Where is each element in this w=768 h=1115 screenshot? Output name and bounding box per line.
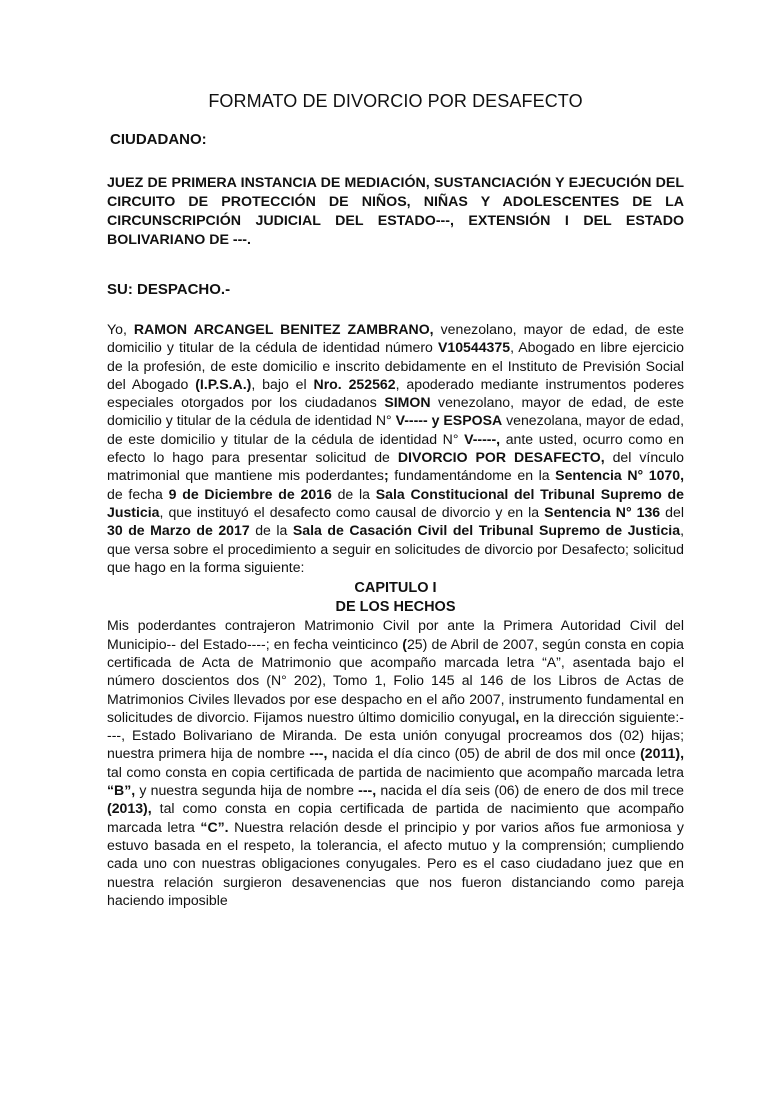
exhibit-b: “B”,	[107, 782, 136, 799]
addressee-heading: CIUDADANO:	[110, 131, 207, 148]
court-chamber-1: Sala Constitucional del Tribunal Supremo de Justicia	[107, 485, 684, 520]
lawyer-name: RAMON ARCANGEL BENITEZ ZAMBRANO,	[133, 321, 434, 337]
second-daughter-year: (2013),	[107, 800, 152, 817]
chapter-heading-block	[107, 579, 684, 616]
text-run: nacida el día cinco (05) de abril de dos mil once	[327, 745, 641, 762]
text-run: ante usted, ocurro como en efecto lo hago para presentar solicitud de	[107, 430, 684, 466]
exhibit-c: “C”.	[200, 818, 229, 835]
text-run: de la	[331, 485, 376, 502]
sentence-date-1: 9 de Diciembre de 2016	[168, 485, 332, 502]
text-run: fundamentándome en la	[388, 467, 556, 484]
ipsa-number: Nro. 252562	[313, 375, 396, 392]
chapter-subtitle: DE LOS HECHOS	[335, 598, 456, 615]
lawyer-id-number: V10544375	[437, 339, 511, 356]
despacho-heading: SU: DESPACHO.-	[107, 281, 231, 298]
chapter-title: CAPITULO I	[354, 580, 437, 597]
text-run: Mis poderdantes contrajeron Matrimonio Civil por ante la Primera Autoridad Civil del Municipio-- del Estado----; en fecha veinticinco	[107, 617, 684, 652]
sentence-reference-1: Sentencia N° 1070,	[555, 467, 685, 484]
first-daughter-name: ---,	[309, 745, 328, 762]
divorce-type: DIVORCIO POR DESAFECTO,	[397, 449, 605, 466]
text-run: nacida el día seis (06) de enero de dos mil trece	[376, 782, 684, 799]
text-run: 25) de Abril de 2007, según consta en copia certificada de Acta de Matrimonio que acompaño marcada letra “A”, asentada bajo el número doscientos dos (N° 202), Tomo 1, Folio 145 al 146 de los Libros de Actas de Matrimonios Civiles llevados por ese despacho en el año 2007, instrumento fundamental en solicitudes de divorcio. Fijamos nuestro último domicilio conyugal	[107, 635, 685, 725]
text-run: del vínculo matrimonial que mantiene mis poderdantes	[107, 449, 685, 484]
text-run: , que instituyó el desafecto como causal de divorcio y en la	[159, 503, 545, 520]
text-run: de fecha	[107, 485, 169, 502]
text-run: , Abogado en libre ejercicio de la profesión, de este domicilio e inscrito debidamente en el Instituto de Previsión Social del Abogado	[107, 339, 684, 392]
client-name: SIMON	[384, 394, 431, 411]
text-run: venezolano, mayor de edad, de este domicilio y titular de la cédula de identidad N°	[107, 394, 684, 429]
text-run: en la dirección siguiente:----, Estado Bolivariano de Miranda. De esta unión conyugal procreamos dos (02) hijas; nuestra primera hija de nombre	[107, 708, 684, 762]
spouse-id: V-----,	[464, 430, 501, 447]
sentence-date-2: 30 de Marzo de 2017	[107, 522, 250, 539]
first-daughter-year: (2011),	[640, 745, 684, 762]
second-daughter-name: ---,	[358, 782, 377, 799]
sentence-reference-2: Sentencia N° 136	[544, 503, 661, 520]
judge-addressee-block: JUEZ DE PRIMERA INSTANCIA DE MEDIACIÓN, SUSTANCIACIÓN Y EJECUCIÓN DEL CIRCUITO DE PROTECCIÓN DE NIÑOS, NIÑAS Y ADOLESCENTES DE LA CIRCUNSCRIPCIÓN JUDICIAL DEL ESTADO---, EXTENSIÓN I DEL ESTADO BOLIVARIANO DE ---.	[107, 175, 684, 248]
text-run: de la	[249, 522, 293, 539]
text-run: , apoderado mediante instrumentos poderes especiales otorgados por los ciudadanos	[107, 375, 685, 411]
bold-run: (	[402, 635, 407, 652]
text-run: , que versa sobre el procedimiento a seguir en solicitudes de divorcio por Desafecto; solicitud que hago en la forma siguiente:	[107, 522, 684, 575]
client-id: V----- y ESPOSA	[395, 412, 503, 429]
text-run: , bajo el	[251, 375, 314, 392]
text-run: venezolana, mayor de edad, de este domicilio y titular de la cédula de identidad N°	[107, 412, 684, 447]
court-chamber-2: Sala de Casación Civil del Tribunal Supremo de Justicia	[292, 522, 681, 539]
bold-run: ,	[515, 708, 520, 725]
facts-paragraph	[107, 616, 684, 909]
document-page	[0, 91, 768, 1115]
text-run: tal como consta en copia certificada de partida de nacimiento que acompaño marcada letra	[107, 763, 684, 780]
semicolon: ;	[383, 467, 389, 484]
text-run: Nuestra relación desde el principio y por varios años fue armoniosa y estuvo basada en el respeto, la tolerancia, el afecto mutuo y la comprensión; cumpliendo cada uno con nuestras obligaciones conyugales. Pero es el caso ciudadano juez que en nuestra relación surgieron desavenencias que nos fueron distanciando como pareja haciendo imposible	[107, 818, 684, 908]
text-run: y nuestra segunda hija de nombre	[135, 782, 359, 799]
text-run: tal como consta en copia certificada de partida de nacimiento que acompaño marcada letra	[107, 800, 684, 835]
document-title: FORMATO DE DIVORCIO POR DESAFECTO	[208, 91, 583, 111]
text-run: venezolano, mayor de edad, de este domicilio y titular de la cédula de identidad número	[107, 321, 685, 356]
ipsa-acronym: (I.P.S.A.)	[195, 375, 252, 392]
opening-paragraph	[107, 320, 684, 576]
text-run: Yo,	[107, 321, 134, 337]
text-run: del	[660, 503, 684, 520]
